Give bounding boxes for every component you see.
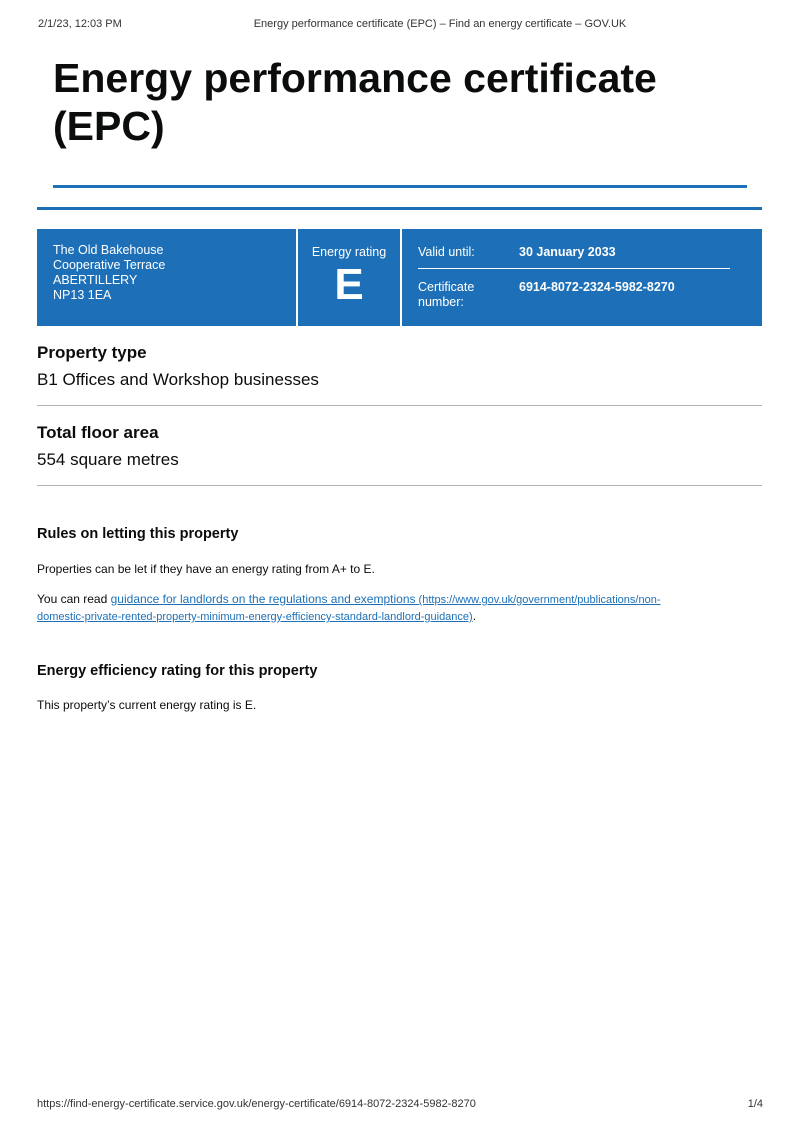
print-doc-title: Energy performance certificate (EPC) – Find an energy certificate – GOV.UK [253,18,627,30]
rules-guidance-text [37,591,737,625]
guidance-prefix: You can read [37,592,111,606]
guidance-link-url-cont[interactable]: domestic-private-rented-property-minimum-energy-efficiency-standard-landlord-guidance) [37,611,473,623]
address-postcode: NP13 1EA [53,288,112,302]
energy-rating-letter: E [334,260,364,309]
details-separator [418,268,730,269]
floor-area-heading: Total floor area [37,423,159,442]
section-divider [37,405,762,406]
certificate-number-label: Certificate number: [418,280,475,309]
efficiency-text: This property’s current energy rating is E. [37,698,257,712]
address-line: The Old Bakehouse [53,243,164,257]
epc-summary-banner [37,229,762,326]
floor-area-value: 554 square metres [37,450,179,469]
print-footer [37,1098,763,1114]
rules-text: Properties can be let if they have an energy rating from A+ to E. [37,562,375,576]
certificate-number-value: 6914-8072-2324-5982-8270 [519,280,675,294]
floor-area-section [37,423,762,470]
section-rule [37,207,762,210]
title-rule [53,185,747,188]
page-title: Energy performance certificate (EPC) [53,55,657,149]
valid-until-label: Valid until: [418,245,475,259]
print-footer-url: https://find-energy-certificate.service.gov.uk/energy-certificate/6914-8072-2324-5982-8270 [37,1098,476,1110]
print-header [38,18,762,34]
section-divider [37,485,762,486]
page-number: 1/4 [747,1098,763,1110]
guidance-suffix: . [472,609,477,623]
guidance-link-text[interactable]: guidance for landlords on the regulations and exemptions [110,592,416,606]
print-date: 2/1/23, 12:03 PM [38,18,122,30]
energy-rating-box [298,229,400,326]
address-line: ABERTILLERY [53,273,138,287]
property-type-heading: Property type [37,343,147,362]
property-type-value: B1 Offices and Workshop businesses [37,370,319,389]
landlord-guidance-link[interactable] [37,592,660,623]
rules-heading: Rules on letting this property [37,526,239,542]
address-line: Cooperative Terrace [53,258,166,272]
efficiency-heading: Energy efficiency rating for this property [37,663,318,679]
certificate-details [402,229,762,326]
valid-until-value: 30 January 2033 [519,245,616,259]
guidance-link-url[interactable]: (https://www.gov.uk/government/publications/non- [415,594,661,606]
energy-rating-label: Energy rating [311,245,387,259]
property-address [37,229,296,326]
property-type-section [37,343,762,390]
